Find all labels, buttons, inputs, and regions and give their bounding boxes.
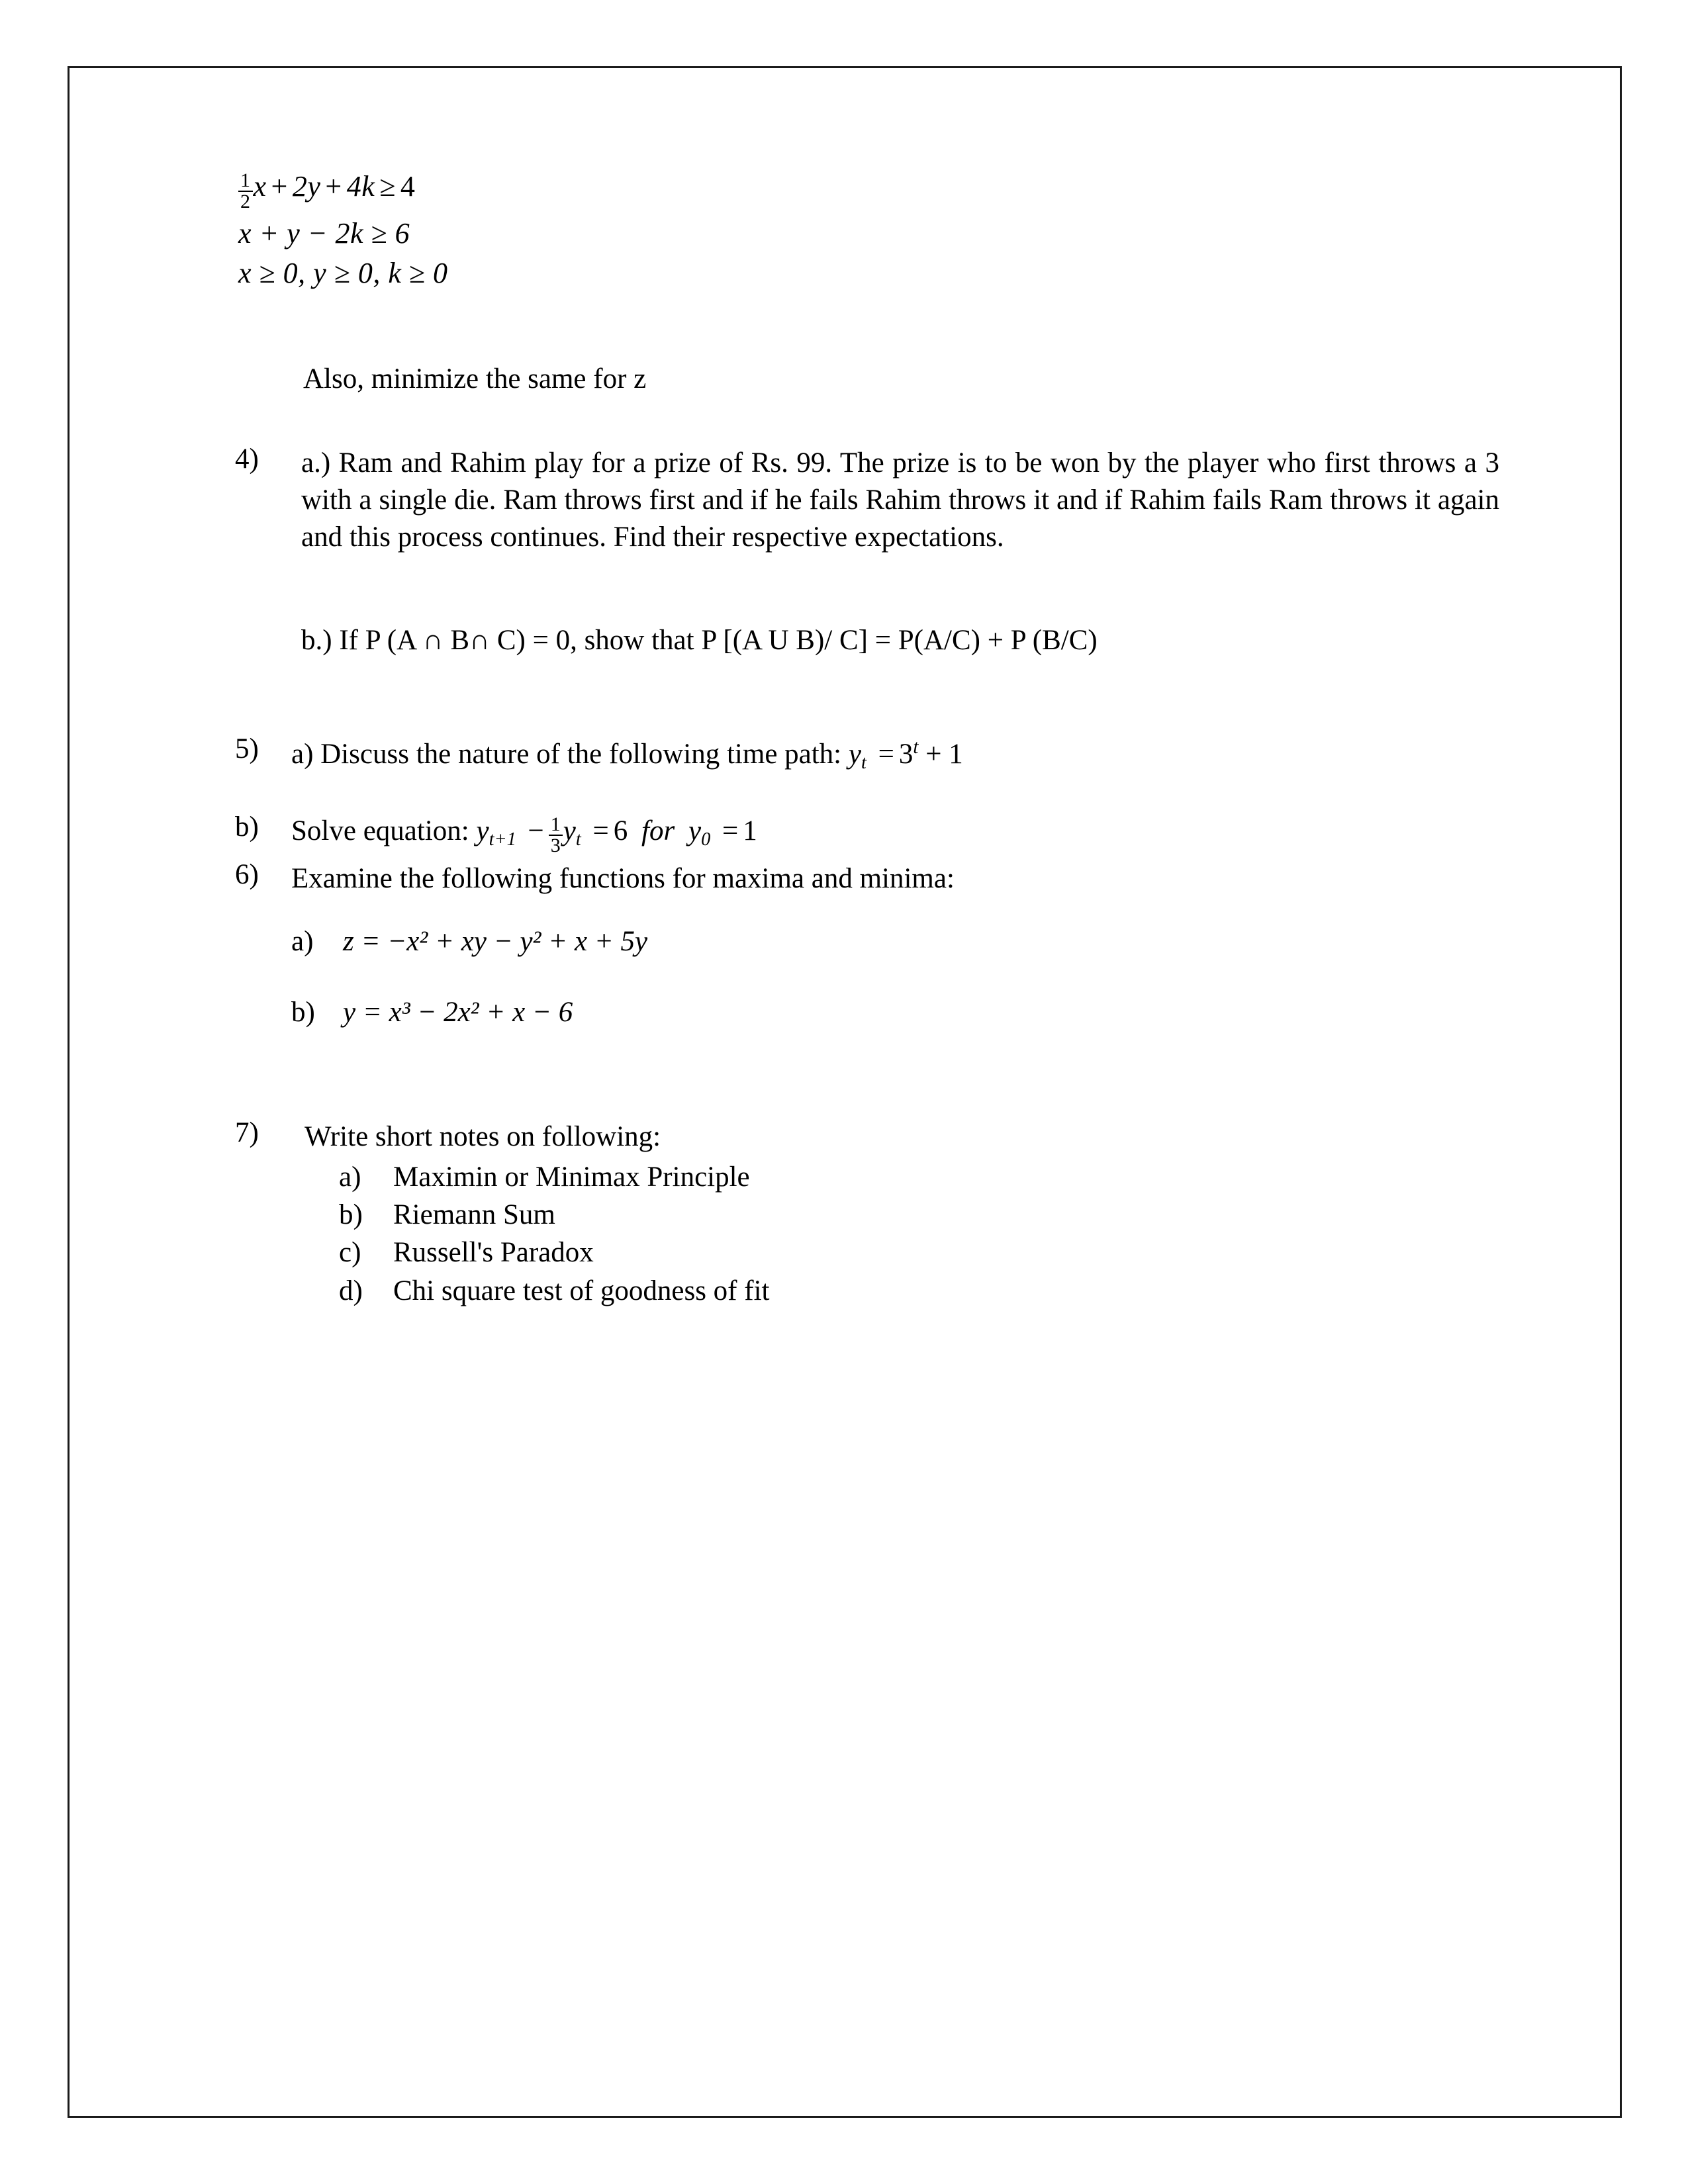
eq5a-tail: + 1 [925,739,963,770]
constraint-equation-1 [238,169,1496,212]
eq5a-subscript-t: t [861,752,867,774]
eq5b-y2-subscript: t [575,829,581,850]
eq5b-y2: y [563,815,576,846]
list-item [339,1272,769,1310]
list-item [339,1196,769,1234]
question-4b-body: If P (A ∩ B∩ C) = 0, show that P [(A U B)/ C] = P(A/C) + P (B/C) [339,625,1098,656]
list-item [339,1234,769,1271]
question-4b-text [301,622,1499,659]
question-7a-text: Maximin or Minimax Principle [393,1161,750,1193]
question-6-number: 6) [235,859,259,890]
question-6a-label: a) [291,926,314,957]
eq5a-exponent-t: t [913,737,919,758]
fraction-denominator: 2 [240,191,251,213]
question-6-body: Examine the following functions for maxima and minima: [291,863,955,894]
question-4a-text [301,445,1499,556]
question-7a-label: a) [339,1161,361,1193]
question-6b-equation-row [291,996,573,1028]
question-5b-equation [476,813,757,857]
question-7-sublist [339,1158,769,1310]
plus-operator: + [271,170,288,203]
question-6b-label: b) [291,997,315,1028]
eq5b-six: 6 [613,815,628,846]
eq5b-frac-num: 1 [549,815,563,836]
eq5a-y: y [848,739,861,770]
rhs-value: 4 [400,170,416,203]
question-7-text [305,1118,661,1156]
fraction-numerator: 1 [238,171,253,192]
question-4a-label: a.) [301,447,331,478]
question-4a-body: Ram and Rahim play for a prize of Rs. 99. The prize is to be won by the player who first throws a 3 with a single die. Ram throws first and if he fails Rahim throws it and if Rahim fails Ram throws it again and this process continues. Find their respective expectations. [301,447,1500,553]
question-7-number: 7) [235,1117,259,1148]
term-4k: 4k [346,170,375,203]
question-5b-body: Solve equation: [291,815,469,846]
eq5b-y1: y [476,815,489,846]
eq5b-for-word: for [641,815,675,846]
question-5b-label: b) [235,811,259,842]
question-6a-equation: z = −x² + xy − y² + x + 5y [343,926,648,957]
eq5b-frac-den: 3 [550,835,561,857]
question-6b-equation: y = x³ − 2x² + x − 6 [343,997,573,1028]
constraint-equation-2: x + y − 2k ≥ 6 [238,217,410,250]
eq5b-y0-subscript: 0 [701,829,711,850]
question-7b-text: Riemann Sum [393,1199,555,1231]
eq5b-one: 1 [743,815,757,846]
question-4b-label: b.) [301,625,332,656]
question-7-body: Write short notes on following: [305,1121,661,1152]
eq5b-equals-2: = [722,815,739,846]
question-5a-equation [848,737,963,774]
plus-operator: + [325,170,342,203]
question-7b-label: b) [339,1199,363,1231]
question-4-number: 4) [235,443,259,475]
constraint-equation-3: x ≥ 0, y ≥ 0, k ≥ 0 [238,257,448,290]
question-6a-equation-row [291,925,647,958]
eq5b-fraction-one-third [549,815,563,856]
question-5-number: 5) [235,733,259,764]
list-item [339,1158,769,1196]
also-minimize-line: Also, minimize the same for z [303,363,647,394]
question-7c-text: Russell's Paradox [393,1237,594,1269]
eq5a-base-3: 3 [898,739,914,770]
variable-x: x [253,170,267,203]
question-5a-label: a) [291,739,314,770]
question-7d-label: d) [339,1275,363,1306]
eq5b-minus: − [528,815,544,846]
question-7c-label: c) [339,1237,361,1269]
constraints-equation-block [238,169,1496,295]
greater-equal-operator: ≥ [379,170,396,203]
eq5b-equals: = [592,815,609,846]
term-2y: 2y [292,170,321,203]
question-7d-text: Chi square test of goodness of fit [393,1275,770,1306]
question-5b-text [291,813,757,856]
fraction-one-half [238,171,253,212]
eq5a-equals: = [878,739,894,770]
page-border-frame [68,66,1622,2118]
question-5a-body: Discuss the nature of the following time path: [320,739,842,770]
eq5b-y1-subscript: t+1 [489,829,516,850]
eq5b-y0: y [688,815,702,846]
question-6-text [291,860,955,897]
question-5a-text [291,735,963,776]
